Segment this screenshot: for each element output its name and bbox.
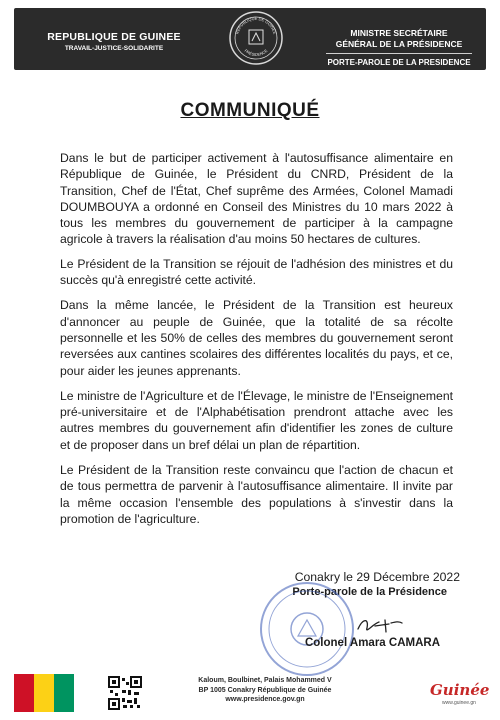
spokesperson-title: PORTE-PAROLE DE LA PRESIDENCE bbox=[327, 58, 471, 67]
guinea-flag bbox=[14, 674, 74, 712]
brand-site-link[interactable]: www.guinee.gn bbox=[442, 700, 476, 706]
document-title: COMMUNIQUÉ bbox=[180, 100, 320, 121]
paragraph-3: Dans la même lancée, le Président de la Transition est heureux d'annoncer au peuple de Guinée, que la totalité de sa récolte personnelle et les 50% de celles des membres du gouvernement seront reversées aux cantines scolaires des différentes localités du pays, et ce, pour aider les jeunes apprenants. bbox=[60, 298, 453, 378]
country-motto: TRAVAIL-JUSTICE-SOLIDARITE bbox=[64, 45, 164, 52]
signature-date: Conakry le 29 Décembre 2022 bbox=[294, 570, 460, 584]
ministry-title-line-2: GÉNÉRAL DE LA PRÉSIDENCE bbox=[335, 39, 463, 49]
header-divider bbox=[326, 53, 472, 54]
handwritten-signature bbox=[355, 614, 405, 636]
header-left bbox=[24, 31, 204, 52]
address-line-1: Kaloum, Boulbinet, Palais Mohammed V bbox=[198, 677, 332, 684]
paragraph-2: Le Président de la Transition se réjouit de l'adhésion des ministres et du succès qu'à enregistré cette activité. bbox=[60, 256, 453, 288]
seal-text-top: RÉPUBLIQUE DE GUINÉE bbox=[234, 15, 278, 35]
signatory-name: Colonel Amara CAMARA bbox=[304, 637, 440, 649]
flag-stripe-red bbox=[14, 674, 34, 712]
flag-stripe-green bbox=[54, 674, 74, 712]
paragraph-5: Le Président de la Transition reste convaincu que l'action de chacun et de tous permettra de parvenir à l'autosuffisance alimentaire. Il invite par la même occasion l'ensemble des populations à s'investir dans la promotion de l'agriculture. bbox=[60, 463, 453, 526]
qr-code[interactable] bbox=[108, 676, 142, 710]
country-name: REPUBLIQUE DE GUINEE bbox=[47, 31, 181, 43]
seal-text-bottom: PRÉSIDENCE bbox=[243, 48, 269, 58]
signature-role: Porte-parole de la Présidence bbox=[292, 586, 447, 598]
document-body bbox=[60, 150, 453, 536]
header-banner bbox=[14, 8, 486, 70]
ministry-title-line-1: MINISTRE SECRÉTAIRE bbox=[350, 28, 448, 38]
flag-stripe-yellow bbox=[34, 674, 54, 712]
official-stamp-icon bbox=[258, 580, 356, 678]
paragraph-1: Dans le but de participer activement à l'autosuffisance alimentaire en République de Guinée, le Président du CNRD, Président de la Transition, Chef de l'État, Chef suprême des Armées, Colonel Mamadi DOUMBOUYA a ordonné en Conseil des Ministres du 10 mars 2022 à tous les membres du gouvernement de participer à la campagne agricole à travers la réalisation d'au moins 50 hectares de cultures. bbox=[60, 151, 453, 247]
footer-address bbox=[165, 676, 365, 705]
address-line-2: BP 1005 Conakry République de Guinée bbox=[198, 686, 332, 694]
paragraph-4: Le ministre de l'Agriculture et de l'Élevage, le ministre de l'Enseignement pré-universitaire et de l'Alphabétisation prendront attache avec les autres membres du gouvernement afin d'identifier les zones de culture et de proposer dans un bref délai un plan de répartition. bbox=[60, 388, 453, 452]
brand-logo-text: Guinée bbox=[430, 681, 490, 699]
presidency-seal-icon bbox=[228, 10, 284, 66]
header-right bbox=[314, 28, 484, 67]
guinee-brand-logo bbox=[430, 681, 488, 706]
presidency-website-link[interactable]: www.presidence.gov.gn bbox=[225, 696, 305, 703]
